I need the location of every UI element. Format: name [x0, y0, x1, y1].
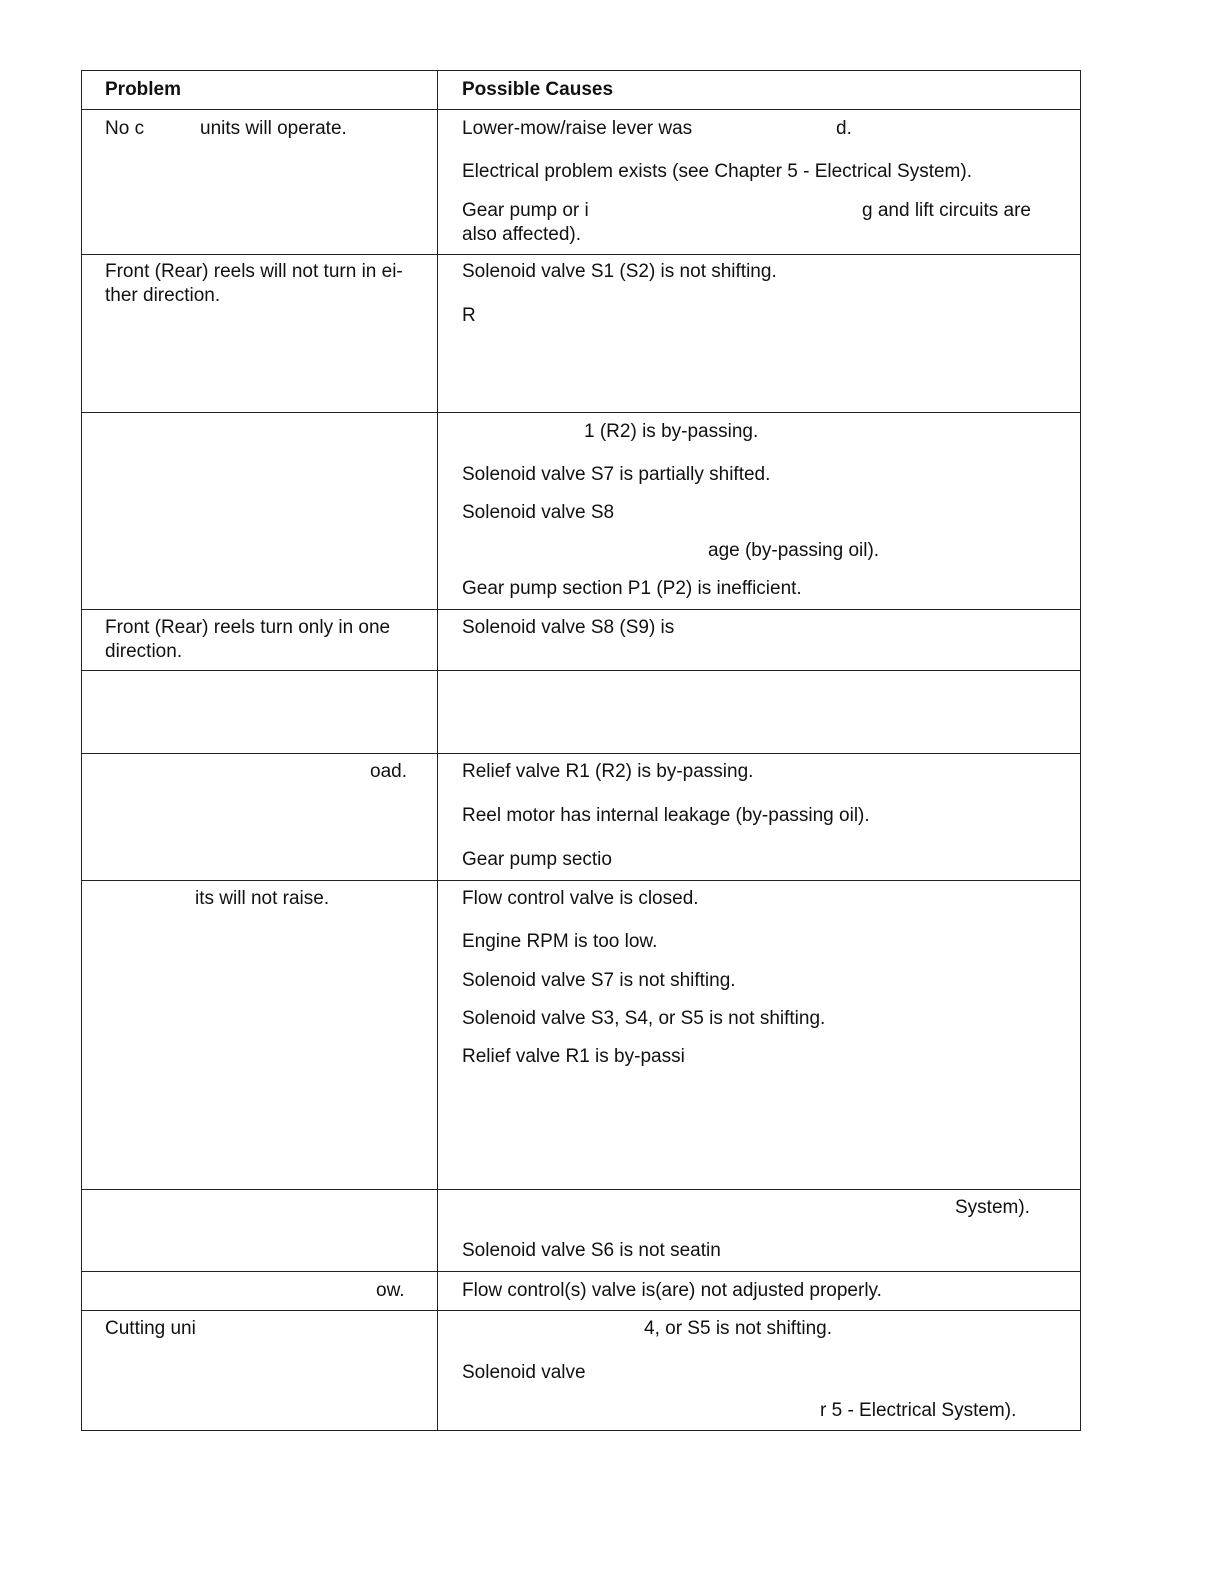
- cause-text: R: [462, 305, 476, 326]
- row-divider: [81, 753, 1081, 754]
- cause-text: Solenoid valve S7 is not shifting.: [462, 970, 736, 991]
- problem-text: Front (Rear) reels will not turn in ei-: [105, 261, 403, 282]
- cause-text: System).: [955, 1197, 1030, 1218]
- problem-text: No c: [105, 118, 145, 139]
- cause-text: r 5 - Electrical System).: [820, 1400, 1017, 1421]
- cause-text: 4, or S5 is not shifting.: [644, 1318, 832, 1339]
- cause-text: Solenoid valve: [462, 1362, 586, 1383]
- row-divider: [81, 1271, 1081, 1272]
- problem-column-header: Problem: [105, 79, 182, 100]
- problem-text: oad.: [370, 761, 407, 782]
- cause-text: Gear pump or i: [462, 200, 589, 221]
- cause-text: Gear pump sectio: [462, 849, 612, 870]
- cause-text: Solenoid valve S8: [462, 502, 615, 523]
- cause-text: Flow control(s) valve is(are) not adjusted properly.: [462, 1280, 882, 1301]
- problem-text: its will not raise.: [195, 888, 330, 909]
- problem-text: units will operate.: [200, 118, 347, 139]
- problem-text: Front (Rear) reels turn only in one: [105, 617, 391, 638]
- cause-text: Solenoid valve S7 is partially shifted.: [462, 464, 771, 485]
- header-divider: [81, 109, 1081, 110]
- row-divider: [81, 670, 1081, 671]
- cause-text: 1 (R2) is by-passing.: [584, 421, 759, 442]
- row-divider: [81, 412, 1081, 413]
- row-divider: [81, 609, 1081, 610]
- row-divider: [81, 1189, 1081, 1190]
- cause-text: Solenoid valve S6 is not seatin: [462, 1240, 721, 1261]
- problem-text: direction.: [105, 641, 183, 662]
- cause-text: Reel motor has internal leakage (by-passing oil).: [462, 805, 870, 826]
- problem-text: Cutting uni: [105, 1318, 196, 1339]
- problem-text: ow.: [376, 1280, 405, 1301]
- cause-text: Engine RPM is too low.: [462, 931, 658, 952]
- column-divider: [437, 70, 438, 1431]
- cause-text: Solenoid valve S1 (S2) is not shifting.: [462, 261, 777, 282]
- causes-column-header: Possible Causes: [462, 79, 614, 100]
- problem-text: ther direction.: [105, 285, 221, 306]
- cause-text: Relief valve R1 is by-passi: [462, 1046, 685, 1067]
- cause-text: Gear pump section P1 (P2) is inefficient.: [462, 578, 802, 599]
- row-divider: [81, 1310, 1081, 1311]
- cause-text: Relief valve R1 (R2) is by-passing.: [462, 761, 754, 782]
- cause-text: d.: [836, 118, 852, 139]
- cause-text: Electrical problem exists (see Chapter 5 - Electrical System).: [462, 161, 972, 182]
- cause-text: Lower-mow/raise lever was: [462, 118, 693, 139]
- cause-text: Solenoid valve S8 (S9) is: [462, 617, 675, 638]
- row-divider: [81, 254, 1081, 255]
- row-divider: [81, 880, 1081, 881]
- cause-text: g and lift circuits are: [862, 200, 1031, 221]
- cause-text: Solenoid valve S3, S4, or S5 is not shifting.: [462, 1008, 826, 1029]
- cause-text: age (by-passing oil).: [708, 540, 880, 561]
- cause-text: Flow control valve is closed.: [462, 888, 699, 909]
- cause-text: also affected).: [462, 224, 582, 245]
